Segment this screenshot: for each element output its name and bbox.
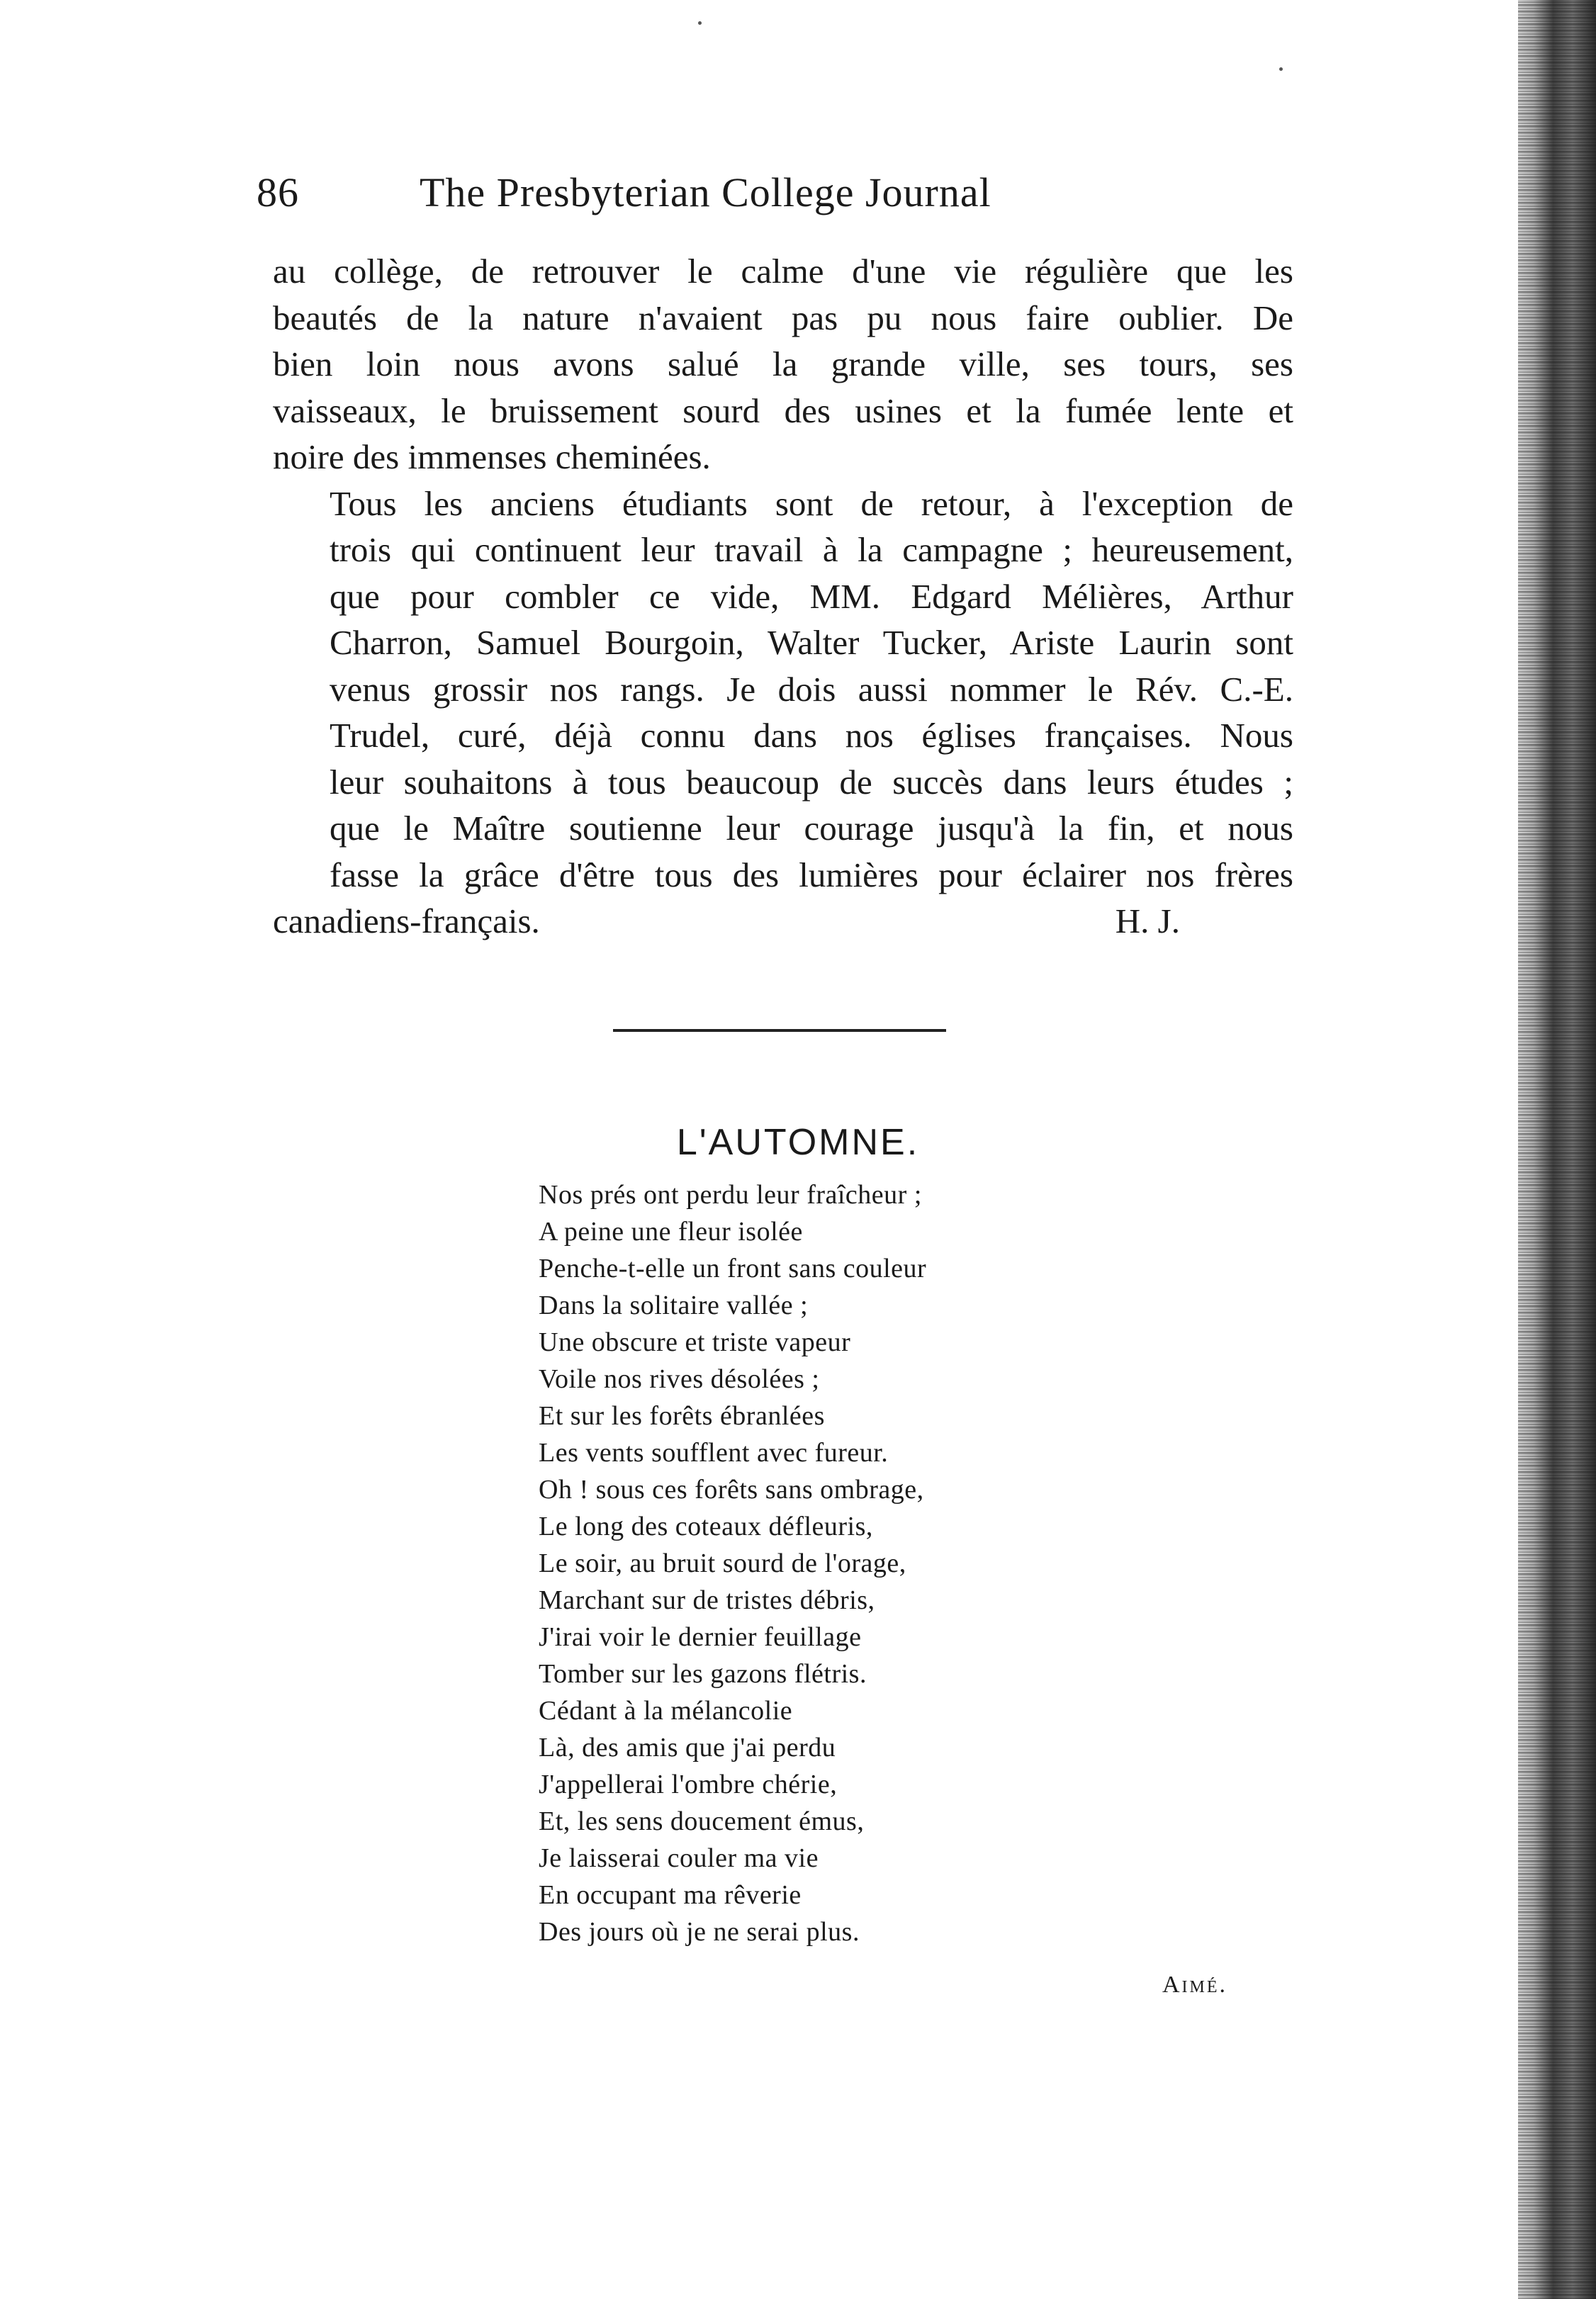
text-line: fasse la grâce d'être tous des lumières pour éclairer nos frères	[330, 855, 1293, 894]
poem-verse: Le long des coteaux défleuris,	[539, 1512, 873, 1541]
scan-speck	[1279, 67, 1283, 71]
text-line: beautés de la nature n'avaient pas pu nous faire oublier. De	[273, 298, 1293, 337]
poem-title: L'AUTOMNE.	[676, 1122, 920, 1163]
poem-verse: Et sur les forêts ébranlées	[539, 1401, 825, 1431]
page-number: 86	[257, 169, 299, 215]
poem-verse: Là, des amis que j'ai perdu	[539, 1733, 836, 1763]
poem-verse: Une obscure et triste vapeur	[539, 1327, 851, 1357]
poem-verse: A peine une fleur isolée	[539, 1217, 803, 1247]
closing-text: canadiens-français.	[273, 901, 540, 940]
paragraph-2	[273, 480, 1293, 899]
text-line: Trudel, curé, déjà connu dans nos églises françaises. Nous	[330, 716, 1293, 755]
scan-speck	[698, 21, 702, 25]
text-line: bien loin nous avons salué la grande ville, ses tours, ses	[273, 344, 1293, 383]
scan-binding-edge	[1518, 0, 1596, 2299]
text-line: que pour combler ce vide, MM. Edgard Mélières, Arthur	[330, 576, 1293, 616]
poem-verse: Nos prés ont perdu leur fraîcheur ;	[539, 1180, 922, 1210]
poem-verse: Et, les sens doucement émus,	[539, 1806, 865, 1836]
text-line: que le Maître soutienne leur courage jusqu'à la fin, et nous	[330, 809, 1293, 848]
text-line: noire des immenses cheminées.	[273, 437, 711, 476]
poem-verse: Oh ! sous ces forêts sans ombrage,	[539, 1475, 924, 1505]
poem-verse: Penche-t-elle un front sans couleur	[539, 1254, 927, 1283]
text-line: vaisseaux, le bruissement sourd des usines et la fumée lente et	[273, 390, 1293, 430]
text-line: Tous les anciens étudiants sont de retour, à l'exception de	[330, 483, 1293, 523]
poem-author: Aimé.	[1162, 1972, 1228, 1998]
section-divider	[613, 1029, 946, 1032]
running-title: The Presbyterian College Journal	[420, 169, 991, 215]
text-line: Charron, Samuel Bourgoin, Walter Tucker, Ariste Laurin sont	[330, 623, 1293, 662]
poem-verse: J'appellerai l'ombre chérie,	[539, 1770, 838, 1799]
poem-verse: En occupant ma rêverie	[539, 1880, 802, 1910]
poem-verse: Le soir, au bruit sourd de l'orage,	[539, 1548, 906, 1578]
paragraph-1	[273, 248, 1293, 480]
signature: H. J.	[1115, 901, 1180, 940]
text-line: au collège, de retrouver le calme d'une vie régulière que les	[273, 252, 1293, 291]
text-line: trois qui continuent leur travail à la campagne ; heureusement,	[330, 530, 1293, 569]
closing-line	[273, 898, 1293, 945]
poem-verse: Marchant sur de tristes débris,	[539, 1585, 875, 1615]
poem-body	[539, 1176, 1176, 1950]
poem-verse: Voile nos rives désolées ;	[539, 1364, 820, 1394]
poem-verse: Des jours où je ne serai plus.	[539, 1917, 860, 1947]
article-body	[273, 248, 1293, 945]
text-line: venus grossir nos rangs. Je dois aussi nommer le Rév. C.-E.	[330, 669, 1293, 709]
poem-verse: Tomber sur les gazons flétris.	[539, 1659, 867, 1689]
poem-verse: Dans la solitaire vallée ;	[539, 1291, 809, 1320]
poem-verse: Je laisserai couler ma vie	[539, 1843, 819, 1873]
poem-verse: Les vents soufflent avec fureur.	[539, 1438, 889, 1468]
poem-verse: J'irai voir le dernier feuillage	[539, 1622, 862, 1652]
poem-verse: Cédant à la mélancolie	[539, 1696, 793, 1726]
text-line: leur souhaitons à tous beaucoup de succès dans leurs études ;	[330, 762, 1293, 802]
page-header	[257, 169, 1128, 225]
